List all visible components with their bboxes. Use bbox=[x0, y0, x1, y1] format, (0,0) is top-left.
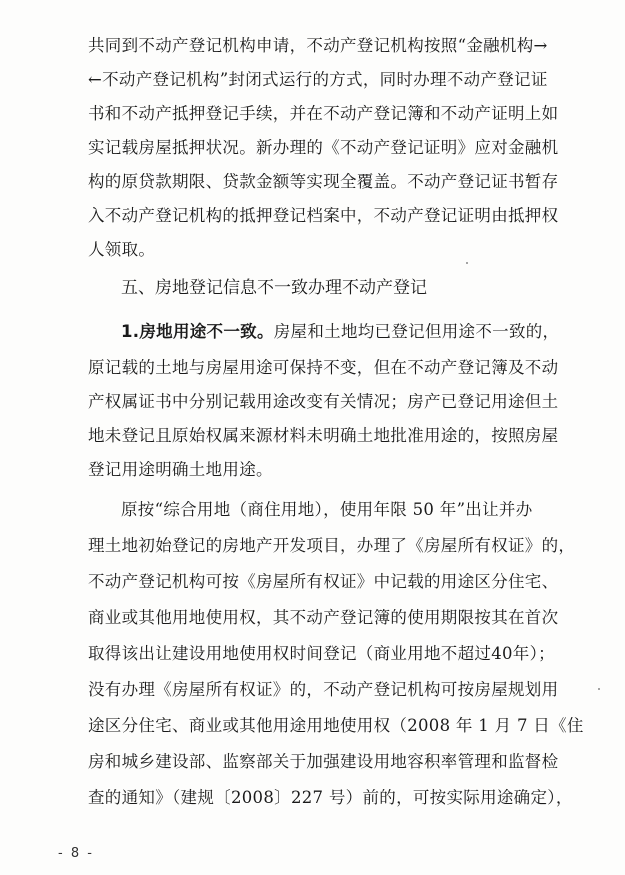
paragraph-line: 书和不动产抵押登记手续，并在不动产登记簿和不动产证明上如 bbox=[88, 104, 559, 123]
subsection-title: 1.房地用途不一致。 bbox=[121, 322, 274, 341]
subsection-first-line bbox=[121, 322, 559, 342]
paragraph-line: 原按“综合用地（商住用地），使用年限 50 年”出让并办 bbox=[121, 500, 533, 519]
paragraph-line: 入不动产登记机构的抵押登记档案中，不动产登记证明由抵押权 bbox=[88, 206, 559, 225]
paragraph-line: 人领取。 bbox=[88, 240, 156, 259]
paragraph-line: 取得该出让建设用地使用权时间登记（商业用地不超过40年）； bbox=[88, 644, 555, 663]
paragraph-line: 实记载房屋抵押状况。新办理的《不动产登记证明》应对金融机 bbox=[88, 138, 559, 157]
scan-speck bbox=[598, 688, 600, 690]
paragraph-line: 商业或其他用地使用权，其不动产登记簿的使用期限按其在首次 bbox=[88, 608, 559, 627]
scan-speck bbox=[466, 262, 468, 264]
paragraph-line: 构的原贷款期限、贷款金额等实现全覆盖。不动产登记证书暂存 bbox=[88, 172, 559, 191]
section-heading: 五、房地登记信息不一致办理不动产登记 bbox=[121, 278, 427, 298]
paragraph-line: 登记用途明确土地用途。 bbox=[88, 460, 273, 479]
paragraph-line: 原记载的土地与房屋用途可保持不变，但在不动产登记簿及不动 bbox=[88, 358, 559, 377]
paragraph-line: 地未登记且原始权属来源材料未明确土地批准用途的，按照房屋 bbox=[88, 426, 559, 445]
subsection-first-line-text: 房屋和土地均已登记但用途不一致的， bbox=[273, 322, 560, 341]
paragraph-line: 没有办理《房屋所有权证》的，不动产登记机构可按房屋规划用 bbox=[88, 680, 559, 699]
page-number: - 8 - bbox=[58, 846, 94, 861]
paragraph-line: 房和城乡建设部、监察部关于加强建设用地容积率管理和监督检 bbox=[88, 752, 559, 771]
paragraph-line: 途区分住宅、商业或其他用途用地使用权（2008 年 1 月 7 日《住 bbox=[88, 716, 584, 735]
paragraph-line: 共同到不动产登记机构申请，不动产登记机构按照“金融机构→ bbox=[88, 36, 548, 55]
paragraph-line: ←不动产登记机构”封闭式运行的方式，同时办理不动产登记证 bbox=[88, 70, 548, 89]
paragraph-line: 产权属证书中分别记载用途改变有关情况；房产已登记用途但土 bbox=[88, 392, 559, 411]
paragraph-line: 理土地初始登记的房地产开发项目，办理了《房屋所有权证》的， bbox=[88, 536, 576, 555]
paragraph-line: 不动产登记机构可按《房屋所有权证》中记载的用途区分住宅、 bbox=[88, 572, 559, 591]
paragraph-line: 查的通知》（建规〔2008〕227 号）前的，可按实际用途确定）， bbox=[88, 788, 573, 807]
